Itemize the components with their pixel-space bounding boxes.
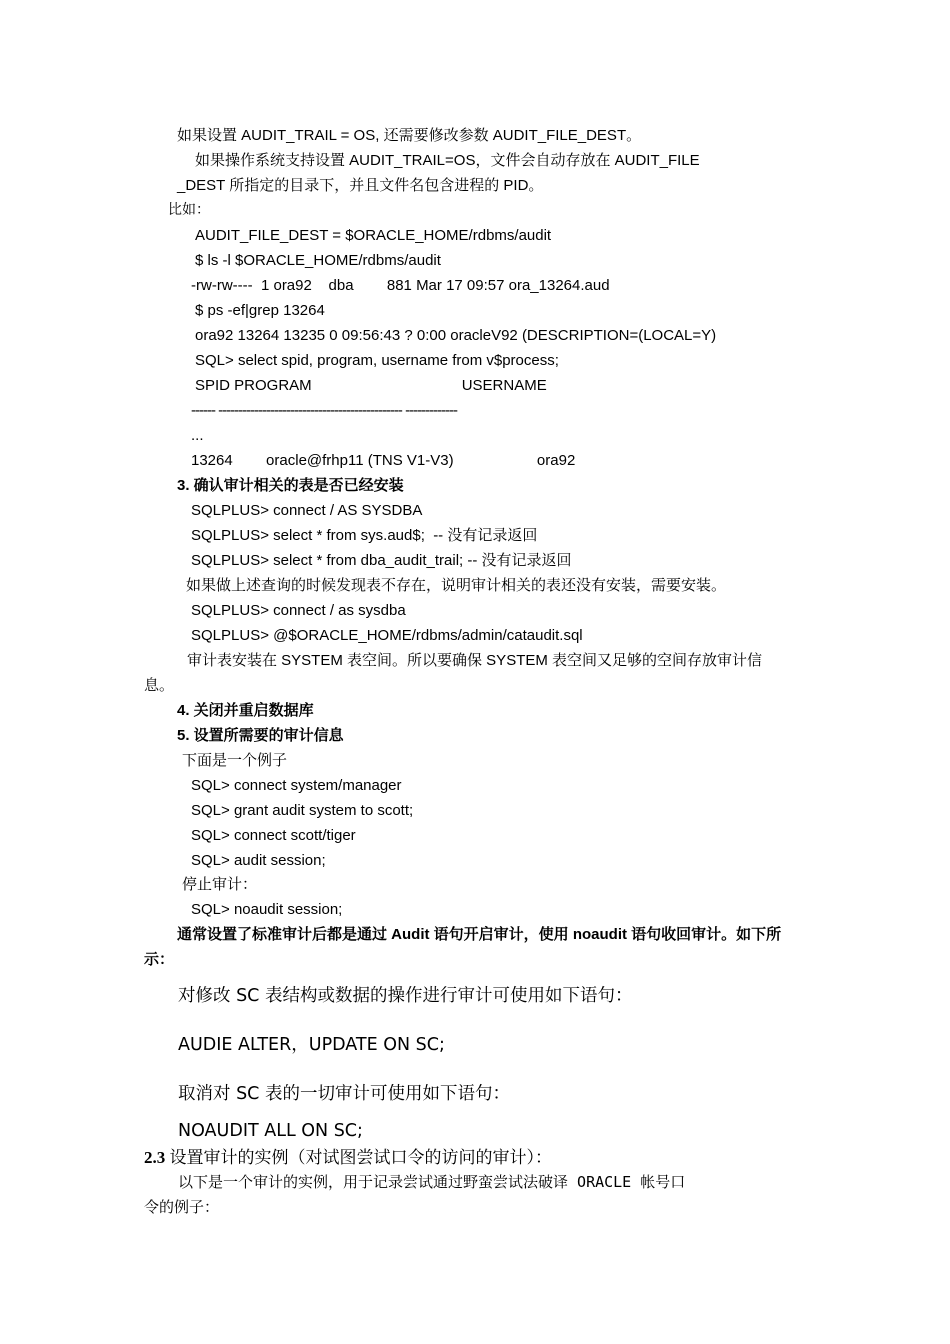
code-line: $ ps -ef|grep 13264	[195, 302, 325, 319]
section-heading: 5. 设置所需要的审计信息	[177, 727, 344, 744]
code-line: -rw-rw---- 1 ora92 dba 881 Mar 17 09:57 ora_13264.aud	[191, 277, 610, 294]
text-line: 息。	[144, 677, 175, 694]
section-heading: 2.3 设置审计的实例（对试图尝试口令的访问的审计）：	[144, 1148, 552, 1167]
text-line: 下面是一个例子	[182, 752, 288, 769]
code-line: AUDIT_FILE_DEST = $ORACLE_HOME/rdbms/audit	[195, 227, 552, 244]
text-line: 比如：	[168, 202, 210, 218]
code-line: SQLPLUS> select * from sys.aud$; -- 没有记录返回	[191, 527, 538, 544]
code-line: SQLPLUS> @$ORACLE_HOME/rdbms/admin/cataudit.sql	[191, 627, 583, 644]
text-line: 如果设置 AUDIT_TRAIL = OS, 还需要修改参数 AUDIT_FILE_DEST。	[177, 127, 642, 144]
code-line: ------ ---------------------------------------------- -------------	[191, 402, 458, 419]
code-line: SQL> connect scott/tiger	[191, 827, 356, 844]
text-line: 停止审计：	[182, 876, 258, 893]
code-line: SQL> noaudit session;	[191, 901, 343, 918]
code-line: SQLPLUS> select * from dba_audit_trail; -- 没有记录返回	[191, 552, 572, 569]
code-line: $ ls -l $ORACLE_HOME/rdbms/audit	[195, 252, 441, 269]
text-line: 如果操作系统支持设置 AUDIT_TRAIL=OS，文件会自动存放在 AUDIT_FILE	[195, 152, 700, 169]
bold-paragraph: 示：	[144, 951, 175, 968]
bold-paragraph: 通常设置了标准审计后都是通过 Audit 语句开启审计，使用 noaudit 语句收回审计。如下所	[177, 926, 782, 943]
code-line: SQLPLUS> connect / as sysdba	[191, 602, 406, 619]
code-line: AUDIE ALTER，UPDATE ON SC;	[178, 1035, 445, 1055]
text-line: 以下是一个审计的实例，用于记录尝试通过野蛮尝试法破译 ORACLE 帐号口	[178, 1173, 686, 1191]
code-line: SPID PROGRAM USERNAME	[195, 377, 547, 394]
code-line: SQL> select spid, program, username from v$process;	[195, 352, 559, 369]
code-line: SQLPLUS> connect / AS SYSDBA	[191, 502, 423, 519]
text-line: 如果做上述查询的时候发现表不存在，说明审计相关的表还没有安装，需要安装。	[186, 577, 727, 594]
section-heading: 3. 确认审计相关的表是否已经安装	[177, 477, 404, 494]
text-line: _DEST 所指定的目录下，并且文件名包含进程的 PID。	[177, 177, 544, 194]
code-line: SQL> grant audit system to scott;	[191, 802, 414, 819]
code-line: SQL> connect system/manager	[191, 777, 402, 794]
text-line: 令的例子：	[144, 1198, 220, 1216]
text-line: 审计表安装在 SYSTEM 表空间。所以要确保 SYSTEM 表空间又足够的空间存放审计信	[187, 652, 763, 669]
code-line: NOAUDIT ALL ON SC;	[178, 1121, 363, 1141]
text-line: 对修改 SC 表结构或数据的操作进行审计可使用如下语句：	[178, 986, 633, 1006]
code-line: ora92 13264 13235 0 09:56:43 ? 0:00 oracleV92 (DESCRIPTION=(LOCAL=Y)	[195, 327, 717, 344]
text-line: 取消对 SC 表的一切审计可使用如下语句：	[178, 1084, 510, 1104]
section-heading: 4. 关闭并重启数据库	[177, 702, 314, 719]
code-line: ...	[191, 427, 204, 444]
code-line: SQL> audit session;	[191, 852, 326, 869]
code-line: 13264 oracle@frhp11 (TNS V1-V3) ora92	[191, 452, 576, 469]
